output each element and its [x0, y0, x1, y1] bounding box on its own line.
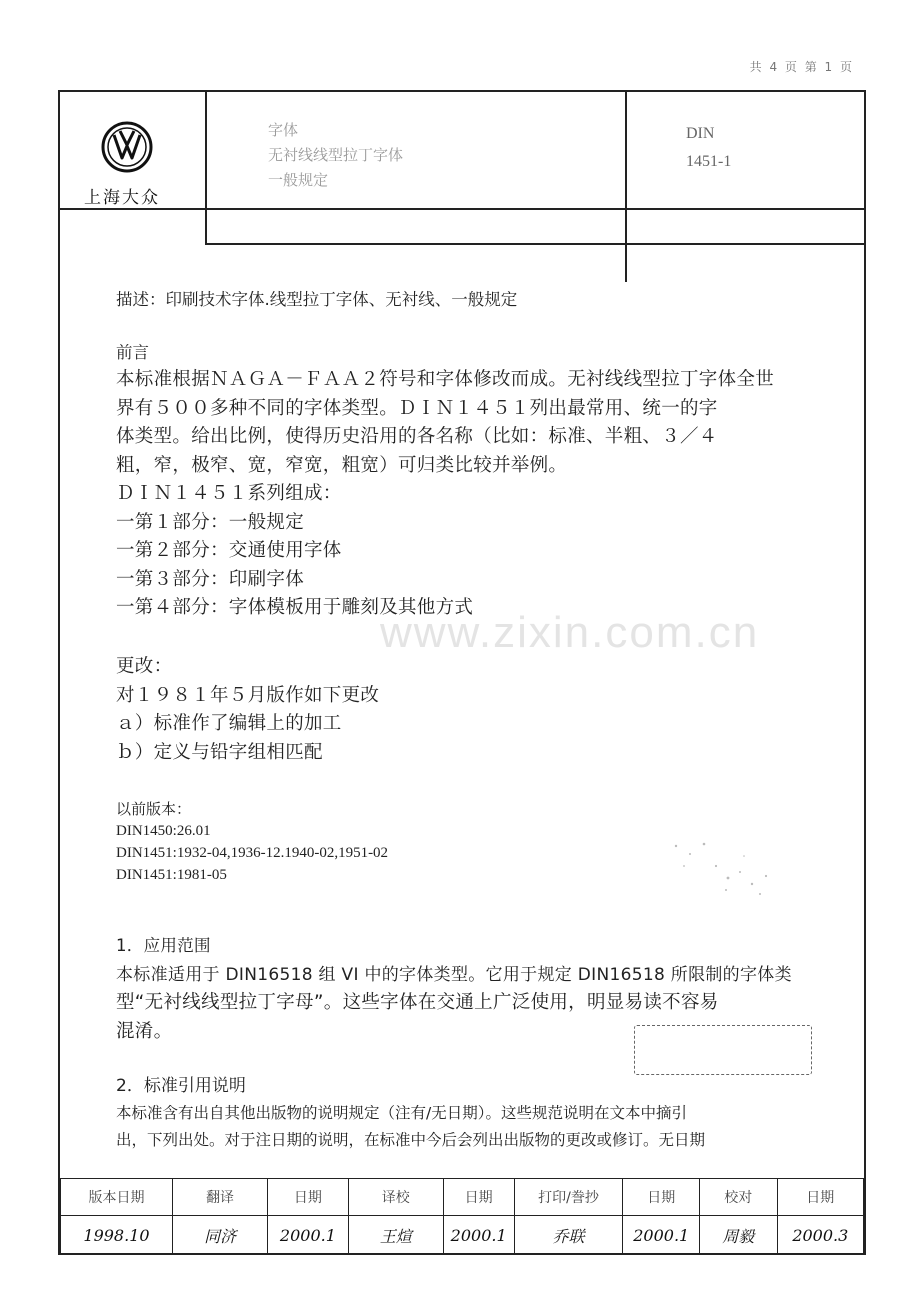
approval-value: 2000.1	[268, 1216, 348, 1255]
approval-value: 乔联	[514, 1216, 623, 1255]
description: 描述：印刷技术字体.线型拉丁字体、无衬线、一般规定	[116, 290, 518, 309]
previous-edition-line: DIN1450:26.01	[116, 823, 211, 839]
approval-header-row	[61, 1179, 864, 1216]
preface-line: 体类型。给出比例，使得历史沿用的各名称（比如：标准、半粗、３／４	[116, 426, 718, 447]
scan-smudge	[656, 826, 796, 906]
approval-value: 1998.10	[61, 1216, 173, 1255]
watermark: www.zixin.com.cn	[380, 608, 760, 657]
preface-line: 粗，窄，极窄、宽，窄宽，粗宽）可归类比较并举例。	[116, 454, 568, 476]
approval-label: 打印/誊抄	[514, 1179, 623, 1216]
section-2-line: 本标准含有出自其他出版物的说明规定（注有/无日期）。这些规范说明在文本中摘引	[116, 1104, 687, 1122]
approval-label: 日期	[268, 1179, 348, 1216]
approval-value: 王煊	[348, 1216, 443, 1255]
approval-value: 同济	[172, 1216, 267, 1255]
section-1-line: 混淆。	[116, 1020, 173, 1042]
section-1-line: 本标准适用于 DIN16518 组 VI 中的字体类型。它用于规定 DIN16518 所限制的字体类	[116, 964, 792, 985]
approval-label: 翻译	[172, 1179, 267, 1216]
approval-label: 校对	[700, 1179, 778, 1216]
previous-editions-heading: 以前版本：	[116, 800, 192, 818]
approval-label: 版本日期	[61, 1179, 173, 1216]
din-number: 1451-1	[686, 153, 732, 170]
page-number: 共 4 页 第 1 页	[749, 60, 854, 74]
changes-section	[116, 653, 379, 767]
header-divider-din	[625, 92, 627, 282]
header-title-line: 无衬线线型拉丁字体	[268, 146, 404, 164]
previous-edition-line: DIN1451:1932-04,1936-12.1940-02,1951-02	[116, 845, 389, 861]
change-item: ｂ）定义与铅字组相匹配	[116, 741, 323, 763]
header-title-line: 字体	[268, 121, 299, 139]
header-divider-bottom	[206, 243, 864, 245]
series-part: 一第４部分：字体模板用于雕刻及其他方式	[116, 597, 474, 618]
header-title	[268, 118, 403, 193]
previous-editions	[116, 798, 388, 886]
approval-values-row	[61, 1216, 864, 1255]
approval-label: 日期	[623, 1179, 700, 1216]
section-2	[116, 1073, 705, 1154]
din-label: DIN	[686, 125, 715, 142]
approval-table	[60, 1178, 864, 1255]
series-part: 一第２部分：交通使用字体	[116, 540, 342, 561]
preface-line: 界有５００多种不同的字体类型。ＤＩＮ１４５１列出最常用、统一的字	[116, 397, 718, 419]
approval-label: 日期	[443, 1179, 514, 1216]
approval-value: 2000.1	[623, 1216, 700, 1255]
approval-label: 译校	[348, 1179, 443, 1216]
header-divider-horizontal	[60, 208, 864, 210]
section-1-line: 型“无衬线线型拉丁字母”。这些字体在交通上广泛使用，明显易读不容易	[116, 992, 719, 1013]
section-2-line: 出，下列出处。对于注日期的说明，在标准中今后会列出出版物的更改或修订。无日期	[116, 1131, 706, 1149]
change-item: ａ）标准作了编辑上的加工	[116, 713, 342, 734]
approval-label: 日期	[777, 1179, 863, 1216]
series-part: 一第３部分：印刷字体	[116, 568, 305, 590]
vw-logo-icon	[100, 120, 154, 174]
header-din-number	[686, 120, 731, 176]
section-1-heading: 1．应用范围	[116, 936, 211, 955]
series-title: ＤＩＮ１４５１系列组成：	[116, 483, 342, 504]
preface-body	[116, 366, 774, 623]
section-2-heading: 2．标准引用说明	[116, 1076, 246, 1096]
approval-value: 周毅	[700, 1216, 778, 1255]
stamp-box	[634, 1025, 812, 1075]
preface-line: 本标准根据ＮＡＧＡ－ＦＡＡ２符号和字体修改而成。无衬线线型拉丁字体全世	[116, 369, 775, 390]
previous-edition-line: DIN1451:1981-05	[116, 867, 227, 883]
logo-text: 上海大众	[84, 188, 160, 208]
changes-intro: 对１９８１年５月版作如下更改	[116, 684, 380, 706]
approval-value: 2000.3	[777, 1216, 863, 1255]
header-title-line: 一般规定	[268, 171, 329, 189]
series-part: 一第１部分：一般规定	[116, 511, 305, 533]
approval-value: 2000.1	[443, 1216, 514, 1255]
header-divider-logo	[205, 92, 207, 245]
preface-heading: 前言	[116, 343, 149, 362]
changes-heading: 更改：	[116, 656, 173, 677]
